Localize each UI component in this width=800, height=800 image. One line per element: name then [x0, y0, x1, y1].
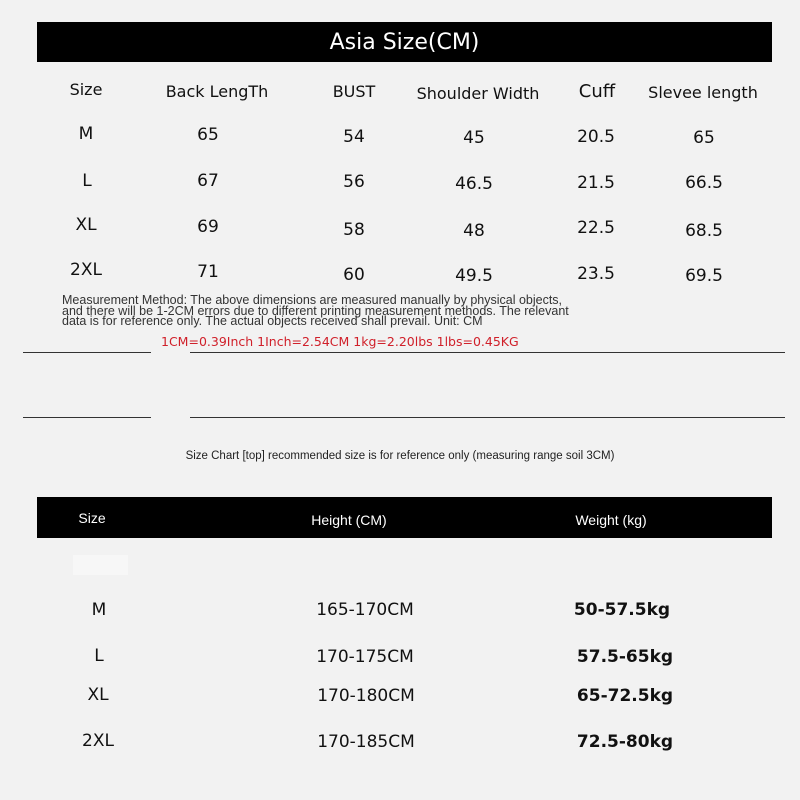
- table-cell: XL: [75, 215, 97, 235]
- measurement-note: [62, 295, 732, 327]
- header-shoulder-width: Shoulder Width: [416, 84, 540, 103]
- note-line: and there will be 1-2CM errors due to different printing measurement methods. The relevant: [62, 303, 569, 318]
- table-cell: 65: [693, 128, 715, 148]
- recommend-table-header: [37, 497, 772, 538]
- divider-line: [23, 417, 151, 418]
- table-cell: 65-72.5kg: [576, 686, 674, 706]
- header-height: Height (CM): [311, 512, 387, 528]
- divider-line: [190, 352, 785, 353]
- asia-size-title: Asia Size(CM): [329, 29, 480, 55]
- table-cell: 170-180CM: [317, 686, 415, 706]
- header-sleeve-length: Slevee length: [648, 83, 758, 102]
- table-cell: 57.5-65kg: [576, 647, 674, 667]
- table-cell: 45: [463, 128, 485, 148]
- table-cell: 48: [463, 221, 485, 241]
- divider-line: [190, 417, 785, 418]
- table-cell: L: [94, 646, 104, 666]
- table-cell: 170-185CM: [317, 732, 415, 752]
- table-cell: M: [91, 600, 107, 620]
- table-cell: 69: [197, 217, 219, 237]
- table-cell: 22.5: [577, 218, 615, 238]
- blank-patch: [73, 555, 128, 575]
- table-cell: 66.5: [685, 173, 723, 193]
- table-cell: 56: [343, 172, 365, 192]
- recommend-caption: Size Chart [top] recommended size is for reference only (measuring range soil 3CM): [185, 450, 615, 462]
- table-cell: 69.5: [685, 266, 723, 286]
- table-cell: 165-170CM: [316, 600, 414, 620]
- table-cell: XL: [87, 685, 109, 705]
- divider-line: [23, 352, 151, 353]
- table-cell: 67: [197, 171, 219, 191]
- table-cell: 23.5: [577, 264, 615, 284]
- table-cell: 21.5: [577, 173, 615, 193]
- table-cell: 58: [343, 220, 365, 240]
- table-cell: 2XL: [82, 731, 114, 751]
- table-cell: 20.5: [577, 127, 615, 147]
- header-weight: Weight (kg): [575, 512, 647, 528]
- table-cell: 71: [197, 262, 219, 282]
- header-back-length: Back LengTh: [165, 82, 269, 101]
- table-cell: 60: [343, 265, 365, 285]
- unit-conversion-note: 1CM=0.39Inch 1Inch=2.54CM 1kg=2.20lbs 1lbs=0.45KG: [161, 334, 519, 349]
- table-cell: L: [82, 171, 92, 191]
- table-cell: 65: [197, 125, 219, 145]
- table-cell: 72.5-80kg: [576, 732, 674, 752]
- table-cell: 49.5: [455, 266, 493, 286]
- table-cell: 54: [343, 127, 365, 147]
- header-cuff: Cuff: [578, 81, 616, 102]
- table-cell: 46.5: [455, 174, 493, 194]
- table-cell: 68.5: [685, 221, 723, 241]
- header-size: Size: [78, 510, 106, 526]
- table-cell: 2XL: [70, 260, 102, 280]
- table-cell: M: [78, 124, 94, 144]
- header-bust: BUST: [332, 82, 376, 101]
- note-line: data is for reference only. The actual objects received shall prevail. Unit: CM: [62, 314, 483, 328]
- table-cell: 170-175CM: [316, 647, 414, 667]
- asia-size-banner: [37, 22, 772, 62]
- table-cell: 50-57.5kg: [573, 600, 671, 620]
- note-line: Measurement Method: The above dimensions are measured manually by physical objects,: [62, 293, 563, 307]
- header-size: Size: [69, 80, 103, 99]
